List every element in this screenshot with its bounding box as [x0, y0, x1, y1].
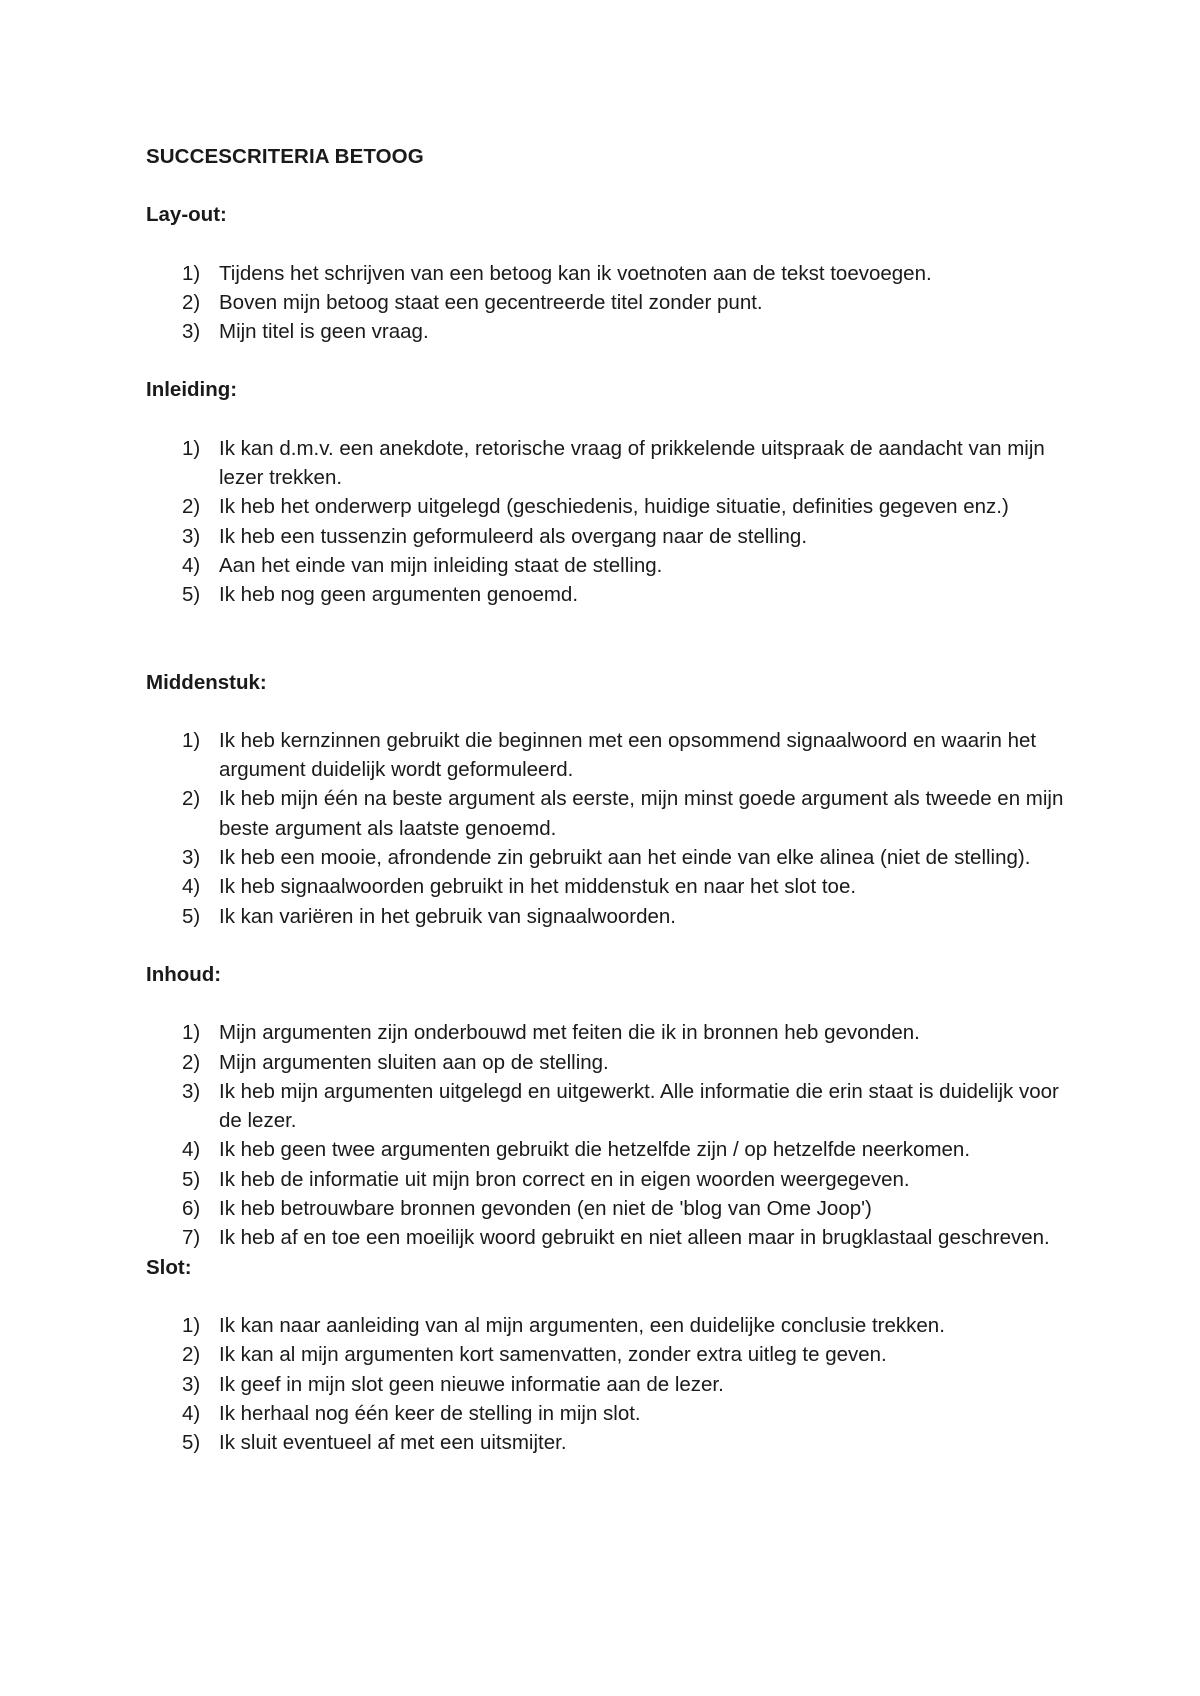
- section-middenstuk: [146, 726, 1076, 931]
- list-item: 5) Ik kan variëren in het gebruik van signaalwoorden.: [182, 904, 676, 928]
- section-heading-slot: Slot:: [146, 1255, 192, 1279]
- list-item: 1) Ik kan naar aanleiding van al mijn argumenten, een duidelijke conclusie trekken.: [182, 1313, 945, 1337]
- list-item: 6) Ik heb betrouwbare bronnen gevonden (en niet de 'blog van Ome Joop'): [182, 1197, 872, 1221]
- section-layout: [146, 259, 1076, 347]
- list-item: 4) Ik heb geen twee argumenten gebruikt die hetzelfde zijn / op hetzelfde neerkomen.: [182, 1138, 971, 1162]
- list-item: 4) Ik heb signaalwoorden gebruikt in het middenstuk en naar het slot toe.: [182, 875, 857, 899]
- section-inleiding: [146, 434, 1076, 610]
- list-item: 2) Ik kan al mijn argumenten kort samenvatten, zonder extra uitleg te geven.: [182, 1343, 887, 1367]
- list-item: 2) Ik heb mijn één na beste argument als eerste, mijn minst goede argument als tweede en mijn beste argument als laatste genoemd.: [182, 787, 1064, 840]
- list-item: 5) Ik heb nog geen argumenten genoemd.: [182, 583, 579, 607]
- list-item: 5) Ik heb de informatie uit mijn bron correct en in eigen woorden weergegeven.: [182, 1167, 910, 1191]
- list-item: 4) Ik herhaal nog één keer de stelling in mijn slot.: [182, 1401, 641, 1425]
- list-item: 7) Ik heb af en toe een moeilijk woord gebruikt en niet alleen maar in brugklastaal geschreven.: [182, 1226, 1050, 1250]
- list-item: 1) Ik kan d.m.v. een anekdote, retorische vraag of prikkelende uitspraak de aandacht van mijn lezer trekken.: [182, 436, 1045, 490]
- list-item: 1) Mijn argumenten zijn onderbouwd met feiten die ik in bronnen heb gevonden.: [182, 1021, 920, 1045]
- list-item: 3) Ik heb een tussenzin geformuleerd als overgang naar de stelling.: [182, 524, 808, 548]
- document-page: [146, 142, 1076, 1486]
- criteria-list-inhoud: [146, 1018, 1076, 1252]
- list-item: 3) Ik geef in mijn slot geen nieuwe informatie aan de lezer.: [182, 1372, 724, 1396]
- criteria-list-slot: [146, 1311, 1076, 1457]
- list-item: 2) Boven mijn betoog staat een gecentreerde titel zonder punt.: [182, 290, 763, 314]
- section-inhoud: [146, 1018, 1076, 1252]
- list-item: 2) Mijn argumenten sluiten aan op de stelling.: [182, 1050, 609, 1074]
- section-slot: [146, 1311, 1076, 1457]
- document-title: SUCCESCRITERIA BETOOG: [146, 145, 424, 168]
- list-item: 3) Mijn titel is geen vraag.: [182, 320, 429, 344]
- criteria-list-layout: [146, 259, 1076, 347]
- list-item: 1) Tijdens het schrijven van een betoog kan ik voetnoten aan de tekst toevoegen.: [182, 261, 932, 285]
- list-item: 3) Ik heb mijn argumenten uitgelegd en uitgewerkt. Alle informatie die erin staat is duidelijk voor de lezer.: [182, 1079, 1059, 1133]
- list-item: 1) Ik heb kernzinnen gebruikt die beginnen met een opsommend signaalwoord en waarin het argument duidelijk wordt geformuleerd.: [182, 728, 1037, 782]
- list-item: 2) Ik heb het onderwerp uitgelegd (geschiedenis, huidige situatie, definities gegeven enz.): [182, 495, 1009, 519]
- list-item: 5) Ik sluit eventueel af met een uitsmijter.: [182, 1431, 567, 1455]
- section-heading-inhoud: Inhoud:: [146, 962, 222, 986]
- list-item: 3) Ik heb een mooie, afrondende zin gebruikt aan het einde van elke alinea (niet de stelling).: [182, 846, 1031, 870]
- criteria-list-middenstuk: [146, 726, 1076, 931]
- section-heading-inleiding: Inleiding:: [146, 378, 238, 402]
- section-heading-middenstuk: Middenstuk:: [146, 670, 267, 694]
- section-heading-layout: Lay-out:: [146, 203, 227, 227]
- criteria-list-inleiding: [146, 434, 1076, 610]
- list-item: 4) Aan het einde van mijn inleiding staat de stelling.: [182, 553, 663, 577]
